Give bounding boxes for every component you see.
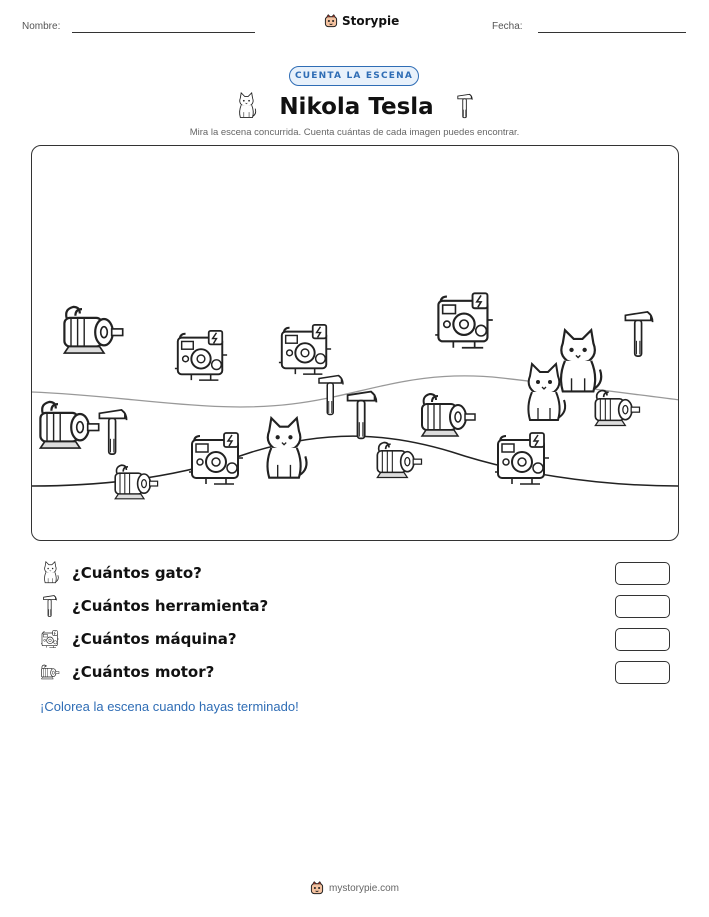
page-title (0, 92, 709, 120)
question-text: ¿Cuántos motor? (72, 663, 215, 681)
brand-name: Storypie (342, 14, 400, 28)
motor-icon (64, 307, 122, 353)
date-field[interactable] (538, 32, 686, 33)
brand (324, 14, 399, 28)
cat-icon (267, 418, 306, 478)
footer (0, 881, 709, 895)
name-field[interactable] (72, 32, 255, 33)
hammer-icon (99, 410, 126, 454)
answer-box-tool[interactable] (615, 595, 670, 618)
question-text: ¿Cuántos herramienta? (72, 597, 269, 615)
hammer-icon (348, 392, 377, 439)
machine-icon (189, 433, 243, 484)
motor-icon (422, 394, 475, 436)
question-machine (40, 625, 670, 653)
storypie-logo-icon (324, 14, 338, 28)
question-cat (40, 559, 670, 587)
motor-icon (595, 391, 639, 426)
question-tool (40, 592, 670, 620)
cat-icon (561, 330, 601, 391)
machine-icon (279, 325, 331, 374)
name-label: Nombre: (22, 21, 61, 32)
cat-icon (235, 92, 257, 120)
scene-drawing (32, 146, 679, 541)
motor-icon (40, 402, 98, 448)
motor-icon (377, 443, 421, 478)
machine-icon (40, 627, 60, 651)
machine-icon (435, 293, 493, 347)
answer-box-motor[interactable] (615, 661, 670, 684)
hammer-icon (625, 312, 652, 356)
date-label: Fecha: (492, 21, 523, 32)
counting-scene (31, 145, 679, 541)
machine-icon (495, 433, 549, 484)
title-text: Nikola Tesla (279, 94, 434, 120)
instructions: Mira la escena concurrida. Cuenta cuántas de cada imagen puedes encontrar. (189, 127, 520, 138)
answer-box-cat[interactable] (615, 562, 670, 585)
motor-icon (115, 465, 157, 499)
activity-badge: CUENTA LA ESCENA (289, 66, 419, 86)
machine-icon (175, 331, 227, 380)
hammer-icon (40, 594, 60, 618)
hammer-icon (456, 92, 474, 120)
coloring-note: ¡Colorea la escena cuando hayas terminado! (40, 699, 299, 714)
storypie-logo-icon (310, 881, 324, 895)
answer-box-machine[interactable] (615, 628, 670, 651)
motor-icon (40, 660, 60, 684)
question-motor (40, 658, 670, 686)
footer-url: mystorypie.com (328, 882, 399, 894)
cat-icon (40, 561, 60, 585)
question-text: ¿Cuántos máquina? (72, 630, 237, 648)
cat-icon (528, 364, 565, 420)
question-text: ¿Cuántos gato? (72, 564, 202, 582)
